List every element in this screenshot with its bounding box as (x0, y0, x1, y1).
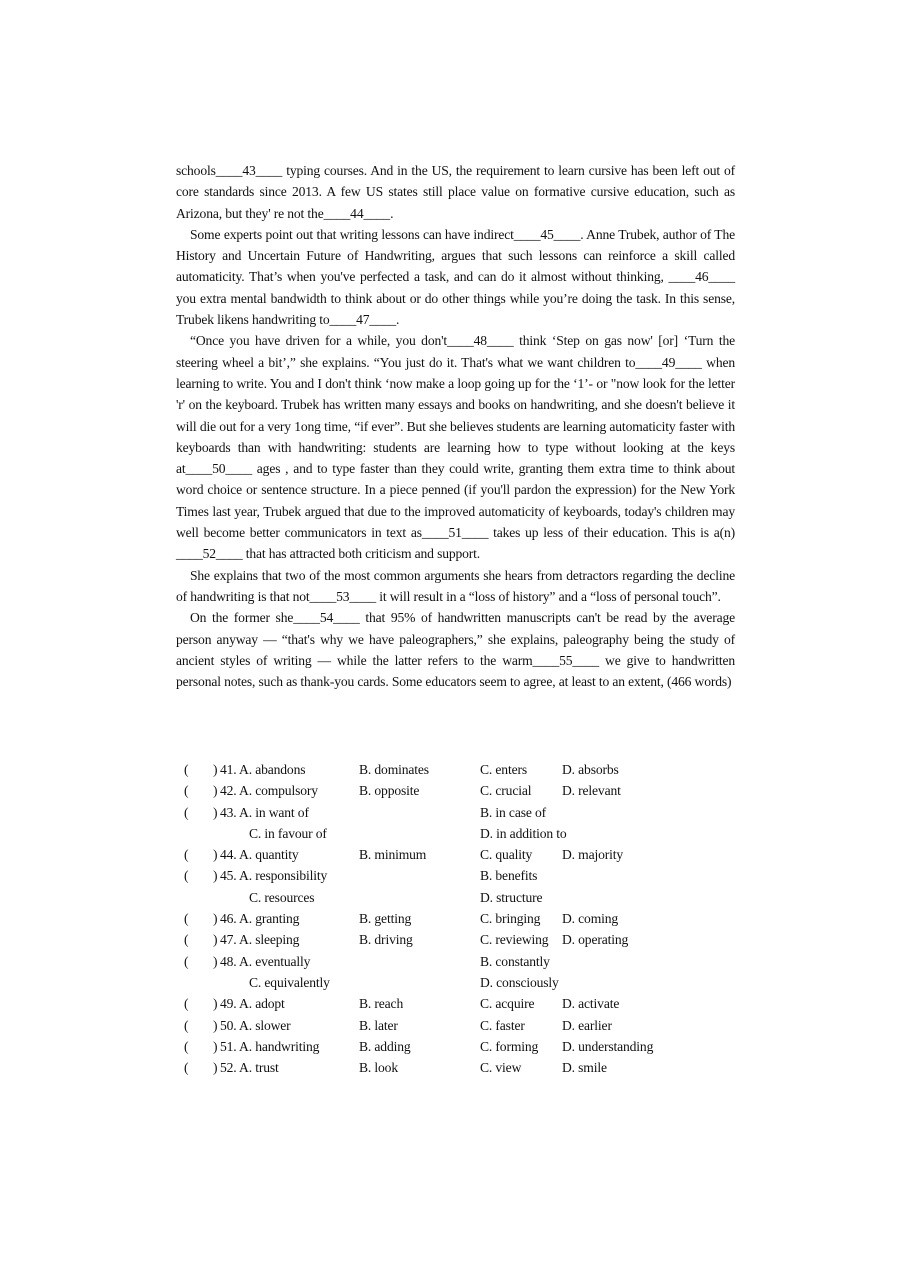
question-51-option-b: B. adding (359, 1038, 411, 1054)
option-a-text: A. slower (239, 1017, 291, 1033)
passage-text-run: Some experts point out that writing lessons can have indirect (190, 226, 514, 242)
question-51-option-d: D. understanding (562, 1038, 654, 1054)
blank-54: ____54____ (293, 610, 360, 626)
passage-paragraph (176, 160, 735, 224)
question-48-option-d: D. consciously (480, 974, 559, 990)
question-41-option-a (220, 759, 305, 780)
question-number: 47. (220, 932, 240, 948)
question-row-52 (176, 1057, 735, 1078)
option-a-text: A. trust (239, 1060, 279, 1076)
option-a-text: A. quantity (239, 847, 299, 863)
question-45-option-b: B. benefits (480, 868, 538, 884)
question-number: 42. (220, 783, 240, 799)
option-a-text: A. granting (239, 911, 300, 927)
passage-paragraph (176, 565, 735, 608)
question-row-50 (176, 1015, 735, 1036)
blank-48: ____48____ (447, 333, 514, 349)
option-a-text: A. in want of (239, 804, 309, 820)
blank-49: ____49____ (635, 354, 702, 370)
question-52-option-d: D. smile (562, 1060, 607, 1076)
question-row-45 (176, 865, 735, 886)
question-44-option-b: B. minimum (359, 847, 427, 863)
question-45-option-a (220, 865, 327, 886)
option-a-text: A. responsibility (239, 868, 328, 884)
question-43-option-d: D. in addition to (480, 825, 567, 841)
answer-bracket-open: ( (184, 762, 189, 777)
passage-text-run: when learning to write. You and I don't think ‘now make a loop going up for the ‘1’- or "now look for the letter 'r' on the keyboard. Trubek has written many essays and books on handwriting, and she doesn't believe it will die out for a very 1ong time, “if ever”. But she believes students are learning automaticity faster with keyboards than with handwriting: students are learning how to type without looking at the keys at (176, 354, 735, 477)
passage-text-run: She explains that two of the most common arguments she hears from detractors regarding the decline of handwriting is that not (176, 567, 735, 604)
answer-bracket-open: ( (184, 911, 189, 927)
passage-paragraph (176, 224, 735, 330)
question-44-option-c: C. quality (480, 847, 533, 863)
answer-bracket-open: ( (184, 868, 189, 884)
answer-bracket-open: ( (184, 804, 189, 820)
question-row-48 (176, 951, 735, 972)
blank-47: ____47____ (329, 312, 396, 328)
passage-text-run: . (390, 205, 394, 221)
passage-paragraph (176, 330, 735, 564)
blank-53: ____53____ (309, 588, 377, 604)
answer-bracket-close: ) (213, 804, 218, 820)
question-50-option-a (220, 1015, 291, 1036)
question-row-43-continued (176, 823, 735, 844)
answer-bracket-open: ( (184, 783, 189, 799)
answer-bracket-close: ) (213, 1038, 218, 1054)
question-46-option-c: C. bringing (480, 911, 541, 927)
blank-43: ____43____ (215, 163, 283, 178)
passage-text-run: . Anne Trubek, author of The History and Uncertain Future of Handwriting, argues that such lessons can reinforce a skill called automaticity. That’s when you've perfected a task, and can do it almost without thinking, (176, 226, 735, 285)
answer-bracket-open: ( (184, 1038, 189, 1054)
question-52-option-a (220, 1057, 279, 1078)
question-47-option-b: B. driving (359, 932, 413, 948)
option-a-text: A. abandons (239, 762, 306, 777)
question-49-option-c: C. acquire (480, 996, 535, 1012)
blank-52: ____52____ (176, 546, 243, 562)
passage-text-run: that has attracted both criticism and support. (242, 546, 481, 562)
option-a-text: A. compulsory (239, 783, 318, 799)
question-52-option-b: B. look (359, 1060, 398, 1076)
question-number: 52. (220, 1060, 240, 1076)
question-45-option-d: D. structure (480, 889, 543, 905)
passage-text (176, 160, 735, 692)
question-number: 44. (220, 847, 240, 863)
passage-text-run: . (396, 312, 400, 328)
answer-bracket-open: ( (184, 1017, 189, 1033)
question-row-49 (176, 993, 735, 1014)
question-50-option-c: C. faster (480, 1017, 525, 1033)
question-50-option-d: D. earlier (562, 1017, 612, 1033)
question-46-option-d: D. coming (562, 911, 619, 927)
answer-bracket-close: ) (213, 932, 218, 948)
question-43-option-b: B. in case of (480, 804, 546, 820)
answer-bracket-open: ( (184, 996, 189, 1012)
passage-text-run: On the former she (190, 610, 294, 626)
passage-text-run: schools (176, 163, 216, 178)
option-a-text: A. sleeping (239, 932, 300, 948)
answer-bracket-close: ) (213, 911, 218, 927)
question-43-option-a (220, 802, 309, 823)
question-49-option-d: D. activate (562, 996, 620, 1012)
question-row-51 (176, 1036, 735, 1057)
answer-bracket-close: ) (213, 783, 218, 799)
question-42-option-c: C. crucial (480, 783, 532, 799)
passage-text-run: “Once you have driven for a while, you don't (190, 333, 448, 349)
question-number: 48. (220, 953, 240, 969)
passage-text-run: you extra mental bandwidth to think about or do other things while you’re doing the task. In this sense, Trubek likens handwriting to (176, 290, 735, 328)
passage-paragraph (176, 607, 735, 692)
passage-text-run: think ‘Step on gas now' [or] ‘Turn the steering wheel a bit’,” she explains. “You just do it. That's what we want children to (176, 333, 736, 370)
question-51-option-c: C. forming (480, 1038, 539, 1054)
answer-bracket-close: ) (213, 847, 218, 863)
blank-51: ____51____ (421, 525, 489, 541)
question-row-42 (176, 780, 735, 801)
question-number: 43. (220, 804, 240, 820)
question-row-43 (176, 802, 735, 823)
question-row-48-continued (176, 972, 735, 993)
option-a-text: A. eventually (239, 953, 311, 969)
question-row-46 (176, 908, 735, 929)
question-48-option-a (220, 951, 310, 972)
passage-text-run: takes up less of their education. This is a(n) (488, 525, 735, 541)
question-number: 49. (220, 996, 240, 1012)
passage-text-run: that 95% of handwritten manuscripts can't be read by the average person anyway — “that's why we have paleographers,” she explains, paleography being the study of ancient styles of writing — while the latter refers to the warm (176, 610, 735, 668)
answer-bracket-open: ( (184, 847, 189, 863)
question-42-option-d: D. relevant (562, 783, 621, 799)
question-43-option-c: C. in favour of (249, 825, 327, 841)
question-row-47 (176, 929, 735, 950)
question-number: 50. (220, 1017, 240, 1033)
blank-55: ____55____ (532, 652, 600, 668)
option-a-text: A. handwriting (239, 1038, 320, 1054)
question-row-44 (176, 844, 735, 865)
passage-text-run: ages , and to type faster than they could write, granting them extra time to think about word choice or sentence structure. In a piece penned (if you'll pardon the expression) for the New York Times last year, Trubek argued that due to the improved automaticity of keyboards, today's children may well become better communicators in text as (176, 461, 735, 541)
question-51-option-a (220, 1036, 319, 1057)
question-row-41 (176, 759, 735, 780)
question-49-option-b: B. reach (359, 996, 404, 1012)
passage-text-run: typing courses. And in the US, the requirement to learn cursive has been left out of core standards since 2013. A few US states still place value on formative cursive education, such as Arizona, but they' re not the (176, 163, 735, 221)
question-49-option-a (220, 993, 285, 1014)
blank-44: ____44____ (323, 205, 391, 221)
answer-bracket-open: ( (184, 932, 189, 948)
question-46-option-b: B. getting (359, 911, 412, 927)
answer-bracket-close: ) (213, 996, 218, 1012)
blank-46: ____46____ (668, 269, 735, 285)
answer-bracket-close: ) (213, 868, 218, 884)
question-row-45-continued (176, 887, 735, 908)
answer-bracket-open: ( (184, 1060, 189, 1076)
question-number: 46. (220, 911, 240, 927)
options-list (176, 759, 735, 1078)
question-48-option-b: B. constantly (480, 953, 550, 969)
question-47-option-d: D. operating (562, 932, 629, 948)
passage-text-run: we give to handwritten personal notes, such as thank-you cards. Some educators seem to agree, at least to an extent, (466 words) (176, 652, 735, 690)
question-45-option-c: C. resources (249, 889, 315, 905)
question-44-option-a (220, 844, 299, 865)
question-42-option-a (220, 780, 318, 801)
question-41-option-b: B. dominates (359, 762, 429, 777)
question-number: 51. (220, 1038, 240, 1054)
question-44-option-d: D. majority (562, 847, 624, 863)
question-42-option-b: B. opposite (359, 783, 420, 799)
question-46-option-a (220, 908, 299, 929)
question-47-option-c: C. reviewing (480, 932, 549, 948)
question-number: 41. (220, 762, 240, 777)
answer-bracket-open: ( (184, 953, 189, 969)
blank-45: ____45____ (513, 226, 581, 242)
question-number: 45. (220, 868, 240, 884)
question-47-option-a (220, 929, 299, 950)
question-41-option-d: D. absorbs (562, 762, 619, 777)
answer-bracket-close: ) (213, 1017, 218, 1033)
question-48-option-c: C. equivalently (249, 974, 330, 990)
question-52-option-c: C. view (480, 1060, 522, 1076)
question-50-option-b: B. later (359, 1017, 398, 1033)
passage-text-run: it will result in a “loss of history” and a “loss of personal touch”. (376, 588, 721, 604)
question-41-option-c: C. enters (480, 762, 527, 777)
answer-bracket-close: ) (213, 762, 218, 777)
answer-bracket-close: ) (213, 1060, 218, 1076)
option-a-text: A. adopt (239, 996, 285, 1012)
blank-50: ____50____ (185, 461, 252, 477)
answer-bracket-close: ) (213, 953, 218, 969)
